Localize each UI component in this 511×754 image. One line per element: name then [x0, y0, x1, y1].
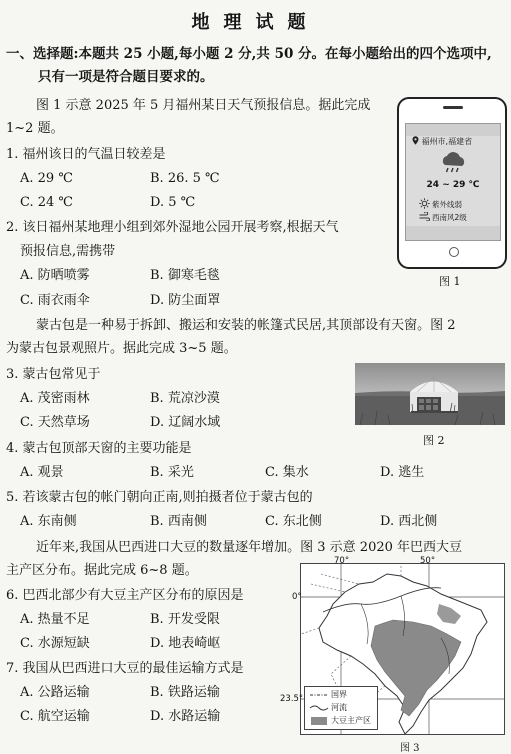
- weather-wind: 西南风2级: [432, 213, 467, 222]
- q3-option-a[interactable]: A. 茂密雨林: [20, 391, 90, 406]
- q5-option-d[interactable]: D. 西北侧: [380, 514, 438, 529]
- q4-option-a[interactable]: A. 观景: [20, 465, 64, 480]
- lon-label-70: 70°: [334, 556, 350, 566]
- q4-option-b[interactable]: B. 采光: [150, 465, 194, 480]
- q7-option-b[interactable]: B. 铁路运输: [150, 685, 220, 700]
- q4-option-c[interactable]: C. 集水: [265, 465, 309, 480]
- figure-1-phone: [397, 97, 507, 269]
- q6-option-a[interactable]: A. 热量不足: [20, 612, 90, 627]
- legend-symbols: [309, 689, 329, 729]
- passage-2-cont: 为蒙古包景观照片。据此完成 3~5 题。: [6, 341, 237, 356]
- figure-3-caption: 图 3: [400, 743, 420, 754]
- location-pin-icon: [412, 136, 419, 145]
- weather-location: [412, 136, 472, 147]
- figure-2-caption: 图 2: [423, 434, 445, 447]
- passage-3-cont: 主产区分布。据此完成 6~8 题。: [6, 563, 198, 578]
- lat-label-0: 0°: [292, 592, 302, 602]
- q2-option-a[interactable]: A. 防晒喷雾: [20, 268, 90, 283]
- question-2-cont: 预报信息,需携带: [20, 244, 116, 259]
- q7-option-c[interactable]: C. 航空运输: [20, 709, 90, 724]
- q7-option-d[interactable]: D. 水路运输: [150, 709, 221, 724]
- q3-option-c[interactable]: C. 天然草场: [20, 415, 90, 430]
- q1-option-c[interactable]: C. 24 ℃: [20, 195, 73, 210]
- screen-top-band: [406, 124, 500, 136]
- passage-2: 蒙古包是一种易于拆卸、搬运和安装的帐篷式民居,其顶部设有天窗。图 2: [36, 318, 456, 333]
- lat-label-23-5: 23.5°: [280, 694, 304, 704]
- passage-1-cont: 1~2 题。: [6, 121, 64, 136]
- q2-option-c[interactable]: C. 雨衣雨伞: [20, 293, 90, 308]
- sun-icon: [419, 198, 430, 209]
- section-heading: 一、选择题:本题共 25 小题,每小题 2 分,共 50 分。在每小题给出的四个选项中,: [6, 46, 492, 62]
- q4-option-d[interactable]: D. 逃生: [380, 465, 425, 480]
- page-title: 地理试题: [191, 12, 320, 33]
- q6-option-c[interactable]: C. 水源短缺: [20, 636, 90, 651]
- map-legend: [304, 686, 378, 730]
- q3-option-d[interactable]: D. 辽阔水域: [150, 415, 221, 430]
- phone-screen: [405, 123, 501, 241]
- question-6: 6. 巴西北部少有大豆主产区分布的原因是: [6, 588, 244, 603]
- q2-option-d[interactable]: D. 防尘面罩: [150, 293, 221, 308]
- question-4: 4. 蒙古包顶部天窗的主要功能是: [6, 441, 192, 456]
- weather-temp: 24 ~ 29 ℃: [426, 180, 480, 190]
- legend-soybean-area: 大豆主产区: [331, 716, 371, 725]
- weather-uv: 紫外线弱: [432, 200, 462, 209]
- q5-option-c[interactable]: C. 东北侧: [265, 514, 322, 529]
- q6-option-b[interactable]: B. 开发受限: [150, 612, 220, 627]
- question-3: 3. 蒙古包常见于: [6, 367, 101, 382]
- phone-home-button: [449, 247, 459, 257]
- q1-option-b[interactable]: B. 26. 5 ℃: [150, 171, 220, 186]
- figure-1-caption: 图 1: [439, 275, 461, 288]
- question-5: 5. 若该蒙古包的帐门朝向正南,则拍摄者位于蒙古包的: [6, 490, 313, 505]
- weather-city: 福州市,福建省: [421, 137, 473, 146]
- phone-speaker: [443, 106, 463, 109]
- q1-option-a[interactable]: A. 29 ℃: [20, 171, 73, 186]
- screen-bottom-band: [406, 226, 500, 240]
- q7-option-a[interactable]: A. 公路运输: [20, 685, 90, 700]
- figure-2-yurt-photo: [355, 363, 505, 425]
- rain-cloud-icon: [438, 151, 468, 175]
- lon-label-50: 50°: [420, 556, 436, 566]
- yurt-photo-drawing: [355, 363, 505, 425]
- wind-icon: [419, 212, 430, 221]
- question-1: 1. 福州该日的气温日较差是: [6, 147, 166, 162]
- passage-1: 图 1 示意 2025 年 5 月福州某日天气预报信息。据此完成: [36, 98, 371, 113]
- question-2: 2. 该日福州某地理小组到郊外湿地公园开展考察,根据天气: [6, 220, 339, 235]
- q5-option-a[interactable]: A. 东南侧: [20, 514, 77, 529]
- passage-3: 近年来,我国从巴西进口大豆的数量逐年增加。图 3 示意 2020 年巴西大豆: [36, 540, 463, 555]
- q3-option-b[interactable]: B. 荒凉沙漠: [150, 391, 220, 406]
- q5-option-b[interactable]: B. 西南侧: [150, 514, 207, 529]
- q1-option-d[interactable]: D. 5 ℃: [150, 195, 196, 210]
- legend-river: 河流: [331, 703, 347, 712]
- question-7: 7. 我国从巴西进口大豆的最佳运输方式是: [6, 661, 244, 676]
- section-heading-cont: 只有一项是符合题目要求的。: [38, 69, 214, 85]
- legend-border: 国界: [331, 690, 347, 699]
- q6-option-d[interactable]: D. 地表崎岖: [150, 636, 221, 651]
- q2-option-b[interactable]: B. 御寒毛毯: [150, 268, 220, 283]
